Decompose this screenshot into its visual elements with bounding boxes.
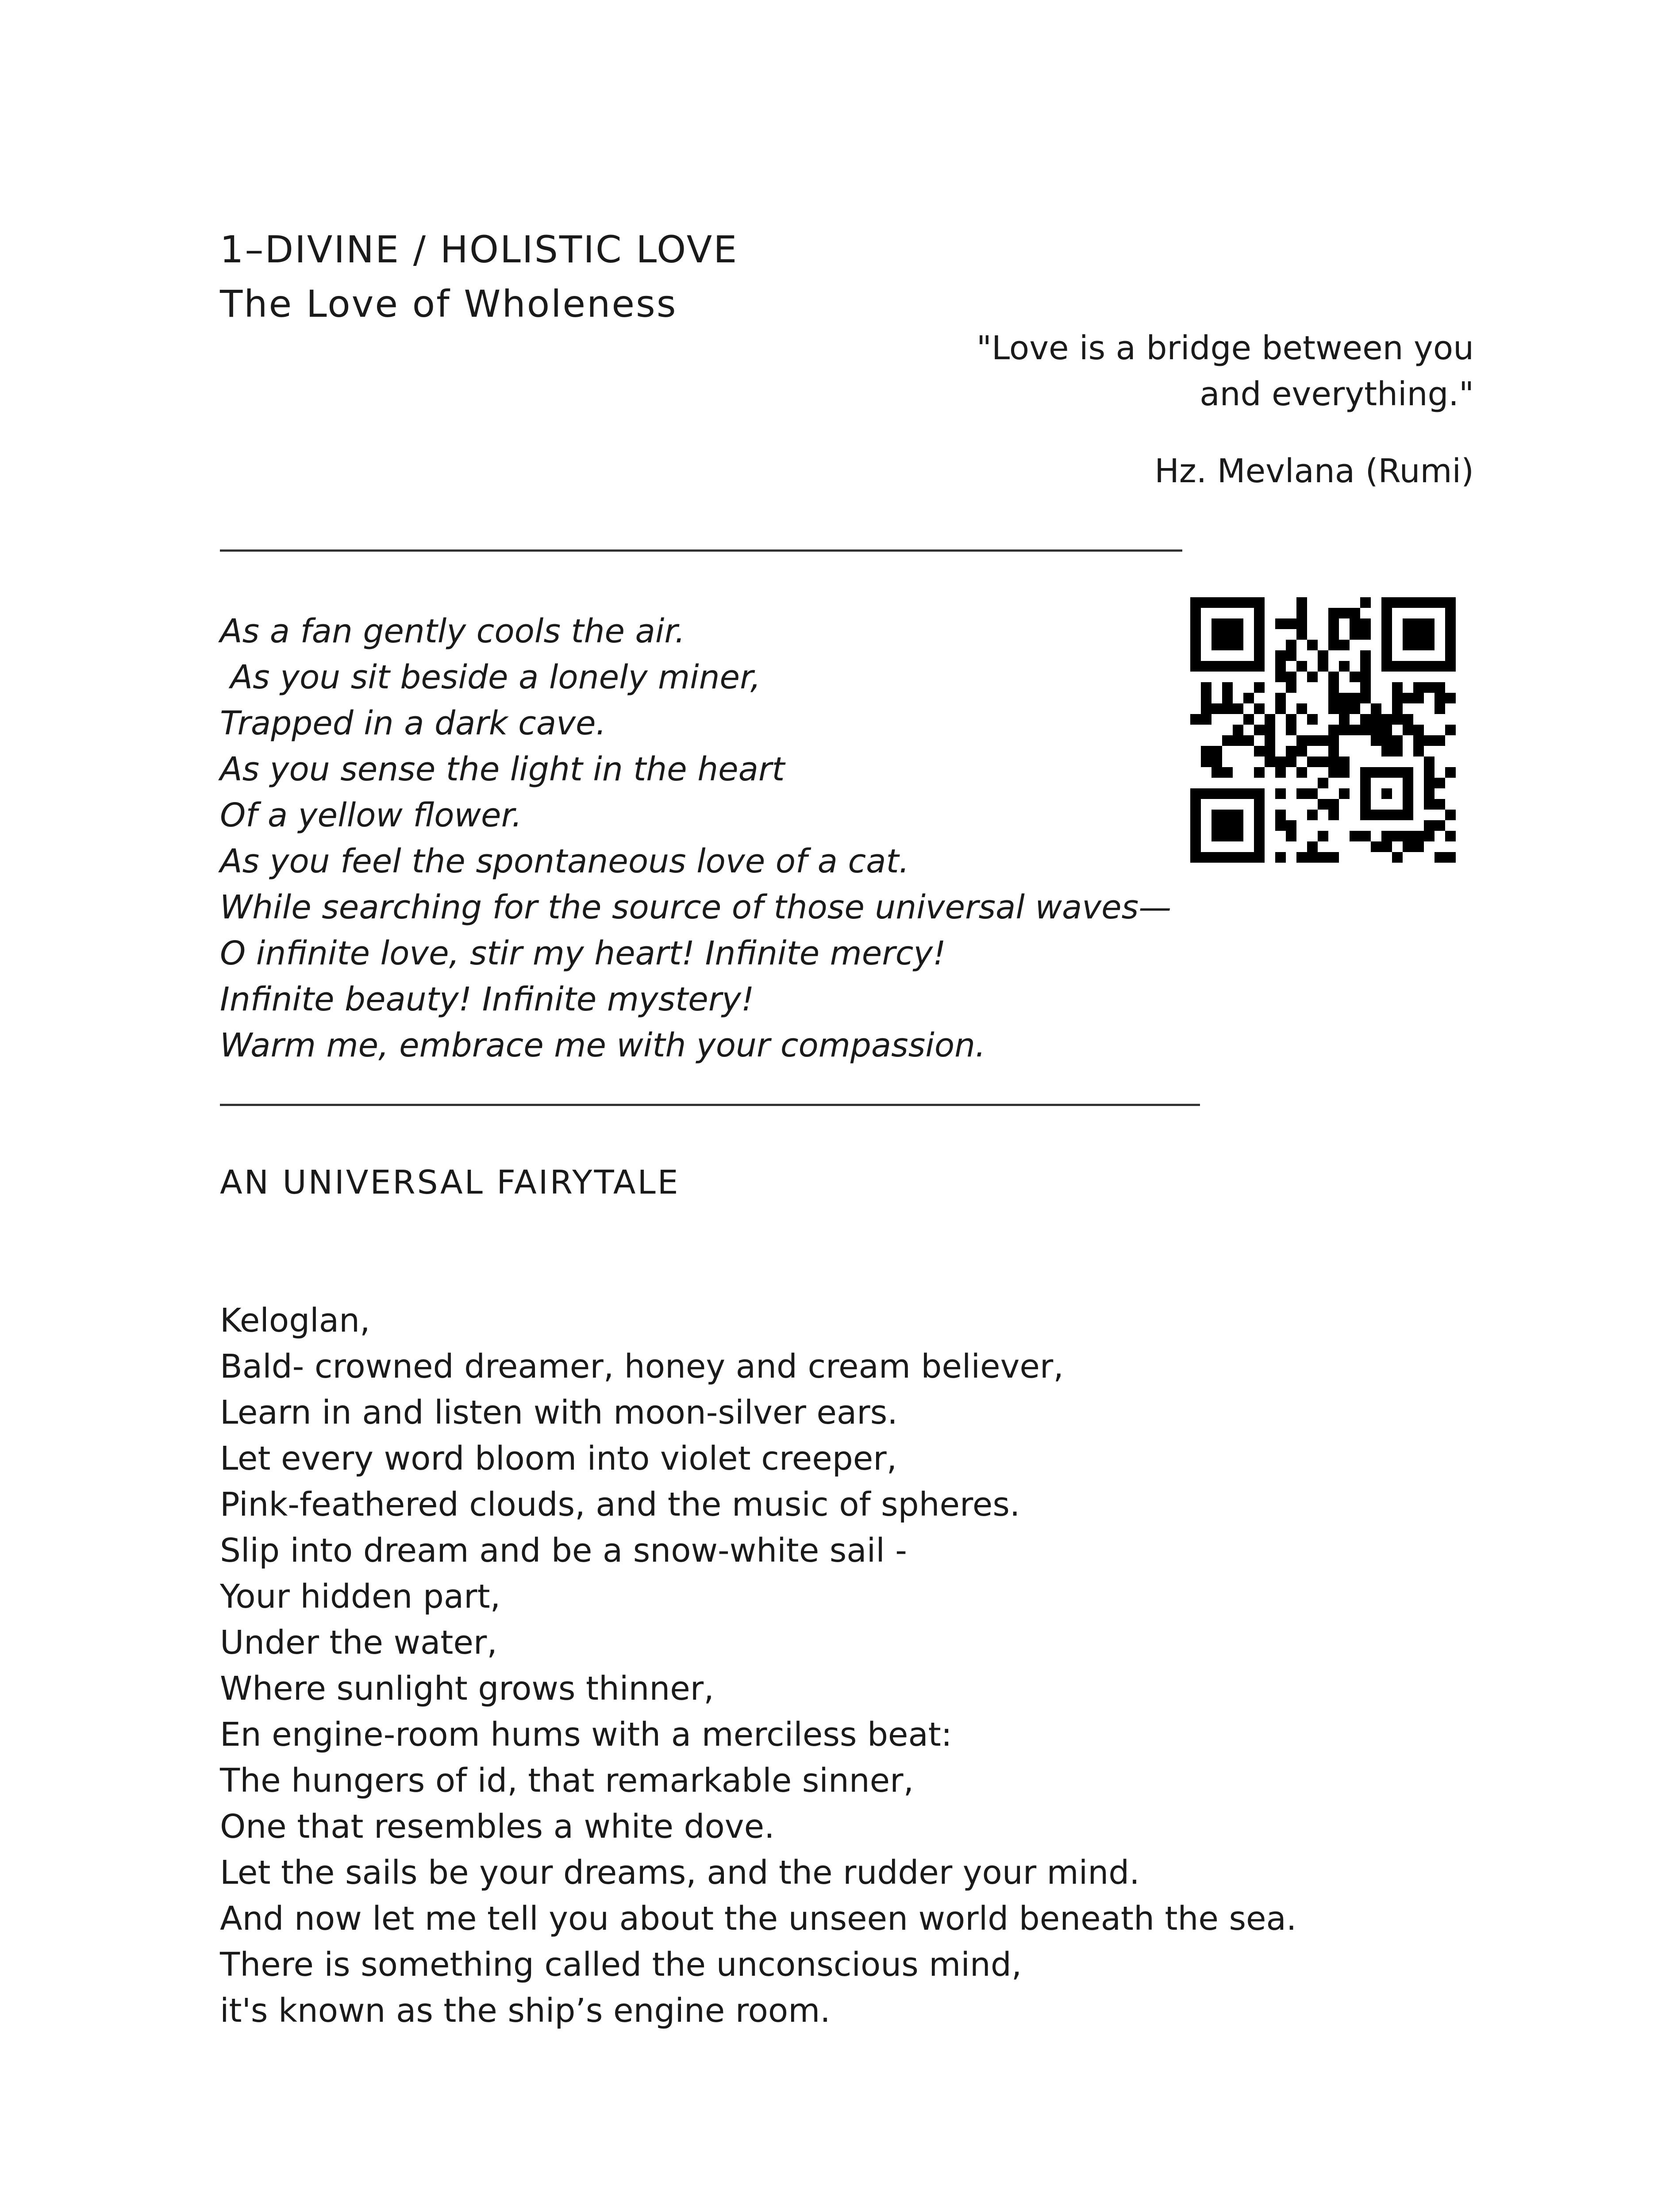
poem-line: As you sense the light in the heart bbox=[220, 750, 785, 788]
fairytale-line: Your hidden part, bbox=[220, 1578, 501, 1616]
divider-line bbox=[220, 549, 1182, 552]
epigraph-quote bbox=[722, 325, 1474, 417]
epigraph-line: and everything." bbox=[1200, 375, 1474, 413]
poem-line: O infinite love, stir my heart! Infinite mercy! bbox=[220, 934, 946, 972]
poem-block bbox=[220, 608, 1171, 1068]
fairytale-line: Under the water, bbox=[220, 1624, 497, 1662]
qr-code-graphic bbox=[1190, 597, 1456, 863]
poem-line: Warm me, embrace me with your compassion. bbox=[220, 1026, 986, 1064]
fairytale-line: Learn in and listen with moon-silver ears. bbox=[220, 1394, 898, 1432]
epigraph-line: "Love is a bridge between you bbox=[976, 329, 1474, 367]
poem-line: Trapped in a dark cave. bbox=[220, 704, 607, 742]
fairytale-line: Slip into dream and be a snow-white sail - bbox=[220, 1532, 907, 1570]
qr-code-icon[interactable] bbox=[1190, 597, 1456, 863]
chapter-title: 1–DIVINE / HOLISTIC LOVE bbox=[220, 228, 738, 271]
poem-line: Infinite beauty! Infinite mystery! bbox=[220, 980, 754, 1018]
fairytale-line: Let every word bloom into violet creeper, bbox=[220, 1440, 897, 1478]
fairytale-line: Where sunlight grows thinner, bbox=[220, 1670, 714, 1708]
fairytale-line: Pink-feathered clouds, and the music of spheres. bbox=[220, 1486, 1020, 1524]
fairytale-line: Keloglan, bbox=[220, 1302, 370, 1340]
fairytale-line: En engine-room hums with a merciless beat: bbox=[220, 1716, 952, 1754]
poem-line: As a fan gently cools the air. bbox=[220, 612, 685, 650]
section-title: AN UNIVERSAL FAIRYTALE bbox=[220, 1164, 680, 1202]
fairytale-line: it's known as the ship’s engine room. bbox=[220, 1992, 831, 2030]
fairytale-line: There is something called the unconscious mind, bbox=[220, 1946, 1022, 1984]
poem-line: While searching for the source of those universal waves— bbox=[220, 888, 1172, 926]
fairytale-poem bbox=[220, 1298, 1296, 2034]
fairytale-line: The hungers of id, that remarkable sinner, bbox=[220, 1762, 914, 1800]
chapter-subtitle: The Love of Wholeness bbox=[220, 282, 677, 326]
fairytale-line: Bald- crowned dreamer, honey and cream believer, bbox=[220, 1348, 1064, 1386]
fairytale-line: Let the sails be your dreams, and the rudder your mind. bbox=[220, 1854, 1140, 1892]
fairytale-line: And now let me tell you about the unseen world beneath the sea. bbox=[220, 1900, 1297, 1938]
epigraph-attribution: Hz. Mevlana (Rumi) bbox=[1154, 452, 1474, 490]
divider-line bbox=[220, 1104, 1200, 1106]
poem-line: As you feel the spontaneous love of a cat. bbox=[220, 842, 910, 880]
poem-line: As you sit beside a lonely miner, bbox=[220, 658, 761, 696]
fairytale-line: One that resembles a white dove. bbox=[220, 1808, 775, 1846]
poem-line: Of a yellow flower. bbox=[220, 796, 522, 834]
